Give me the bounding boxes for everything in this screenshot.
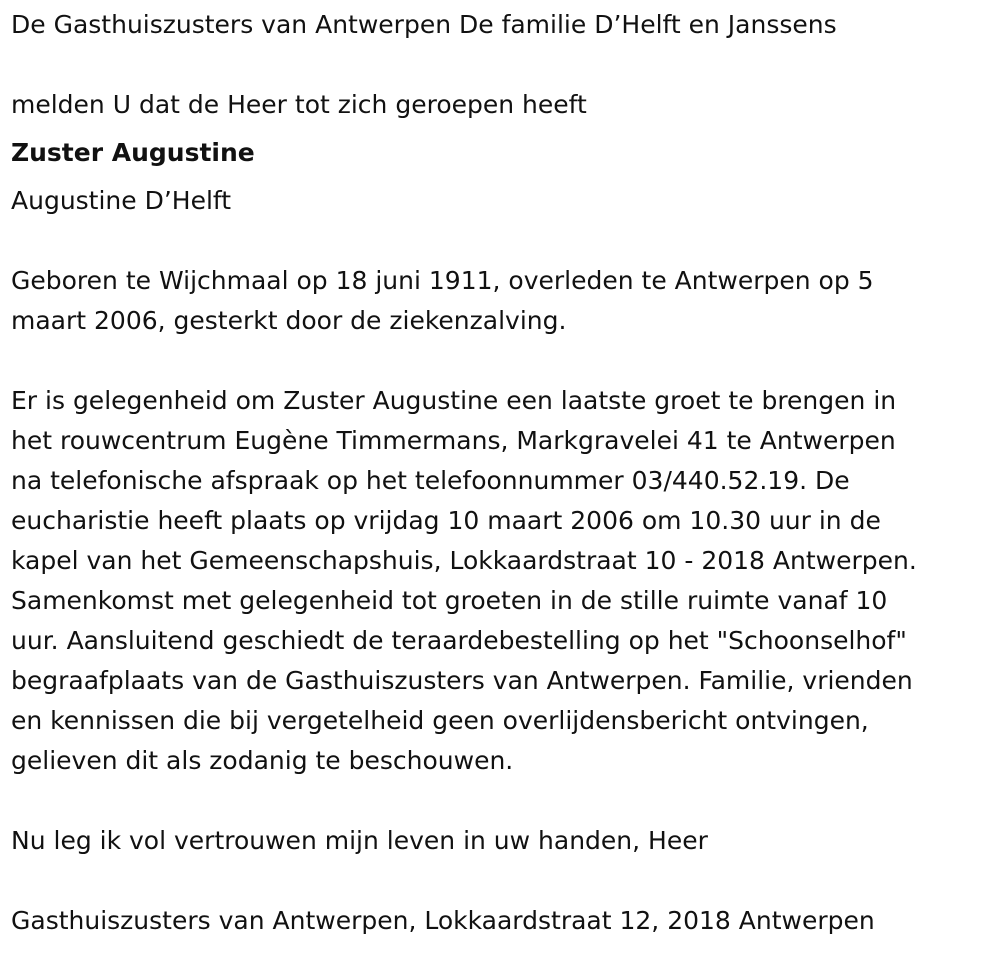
details-line: na telefonische afspraak op het telefoonnummer 03/440.52.19. De	[11, 466, 850, 495]
details-line: gelieven dit als zodanig te beschouwen.	[11, 746, 514, 775]
details-line: Samenkomst met gelegenheid tot groeten in de stille ruimte vanaf 10	[11, 586, 888, 615]
details-line: kapel van het Gemeenschapshuis, Lokkaardstraat 10 - 2018 Antwerpen.	[11, 546, 917, 575]
intro-line: melden U dat de Heer tot zich geroepen heeft	[11, 90, 587, 119]
announcers-line: De Gasthuiszusters van Antwerpen De familie D’Helft en Janssens	[11, 10, 837, 39]
details-line: uur. Aansluitend geschiedt de teraardebestelling op het "Schoonselhof"	[11, 626, 907, 655]
details-line: eucharistie heeft plaats op vrijdag 10 maart 2006 om 10.30 uur in de	[11, 506, 881, 535]
religious-name: Zuster Augustine	[11, 138, 255, 167]
civil-name: Augustine D’Helft	[11, 186, 232, 215]
quote-line: Nu leg ik vol vertrouwen mijn leven in uw handen, Heer	[11, 826, 708, 855]
birth-death-line-1: Geboren te Wijchmaal op 18 juni 1911, overleden te Antwerpen op 5	[11, 266, 874, 295]
details-line: begraafplaats van de Gasthuiszusters van Antwerpen. Familie, vrienden	[11, 666, 913, 695]
details-line: en kennissen die bij vergetelheid geen overlijdensbericht ontvingen,	[11, 706, 869, 735]
footer-address: Gasthuiszusters van Antwerpen, Lokkaardstraat 12, 2018 Antwerpen	[11, 906, 875, 935]
details-line: het rouwcentrum Eugène Timmermans, Markgravelei 41 te Antwerpen	[11, 426, 896, 455]
birth-death-line-2: maart 2006, gesterkt door de ziekenzalving.	[11, 306, 567, 335]
details-line: Er is gelegenheid om Zuster Augustine een laatste groet te brengen in	[11, 386, 897, 415]
